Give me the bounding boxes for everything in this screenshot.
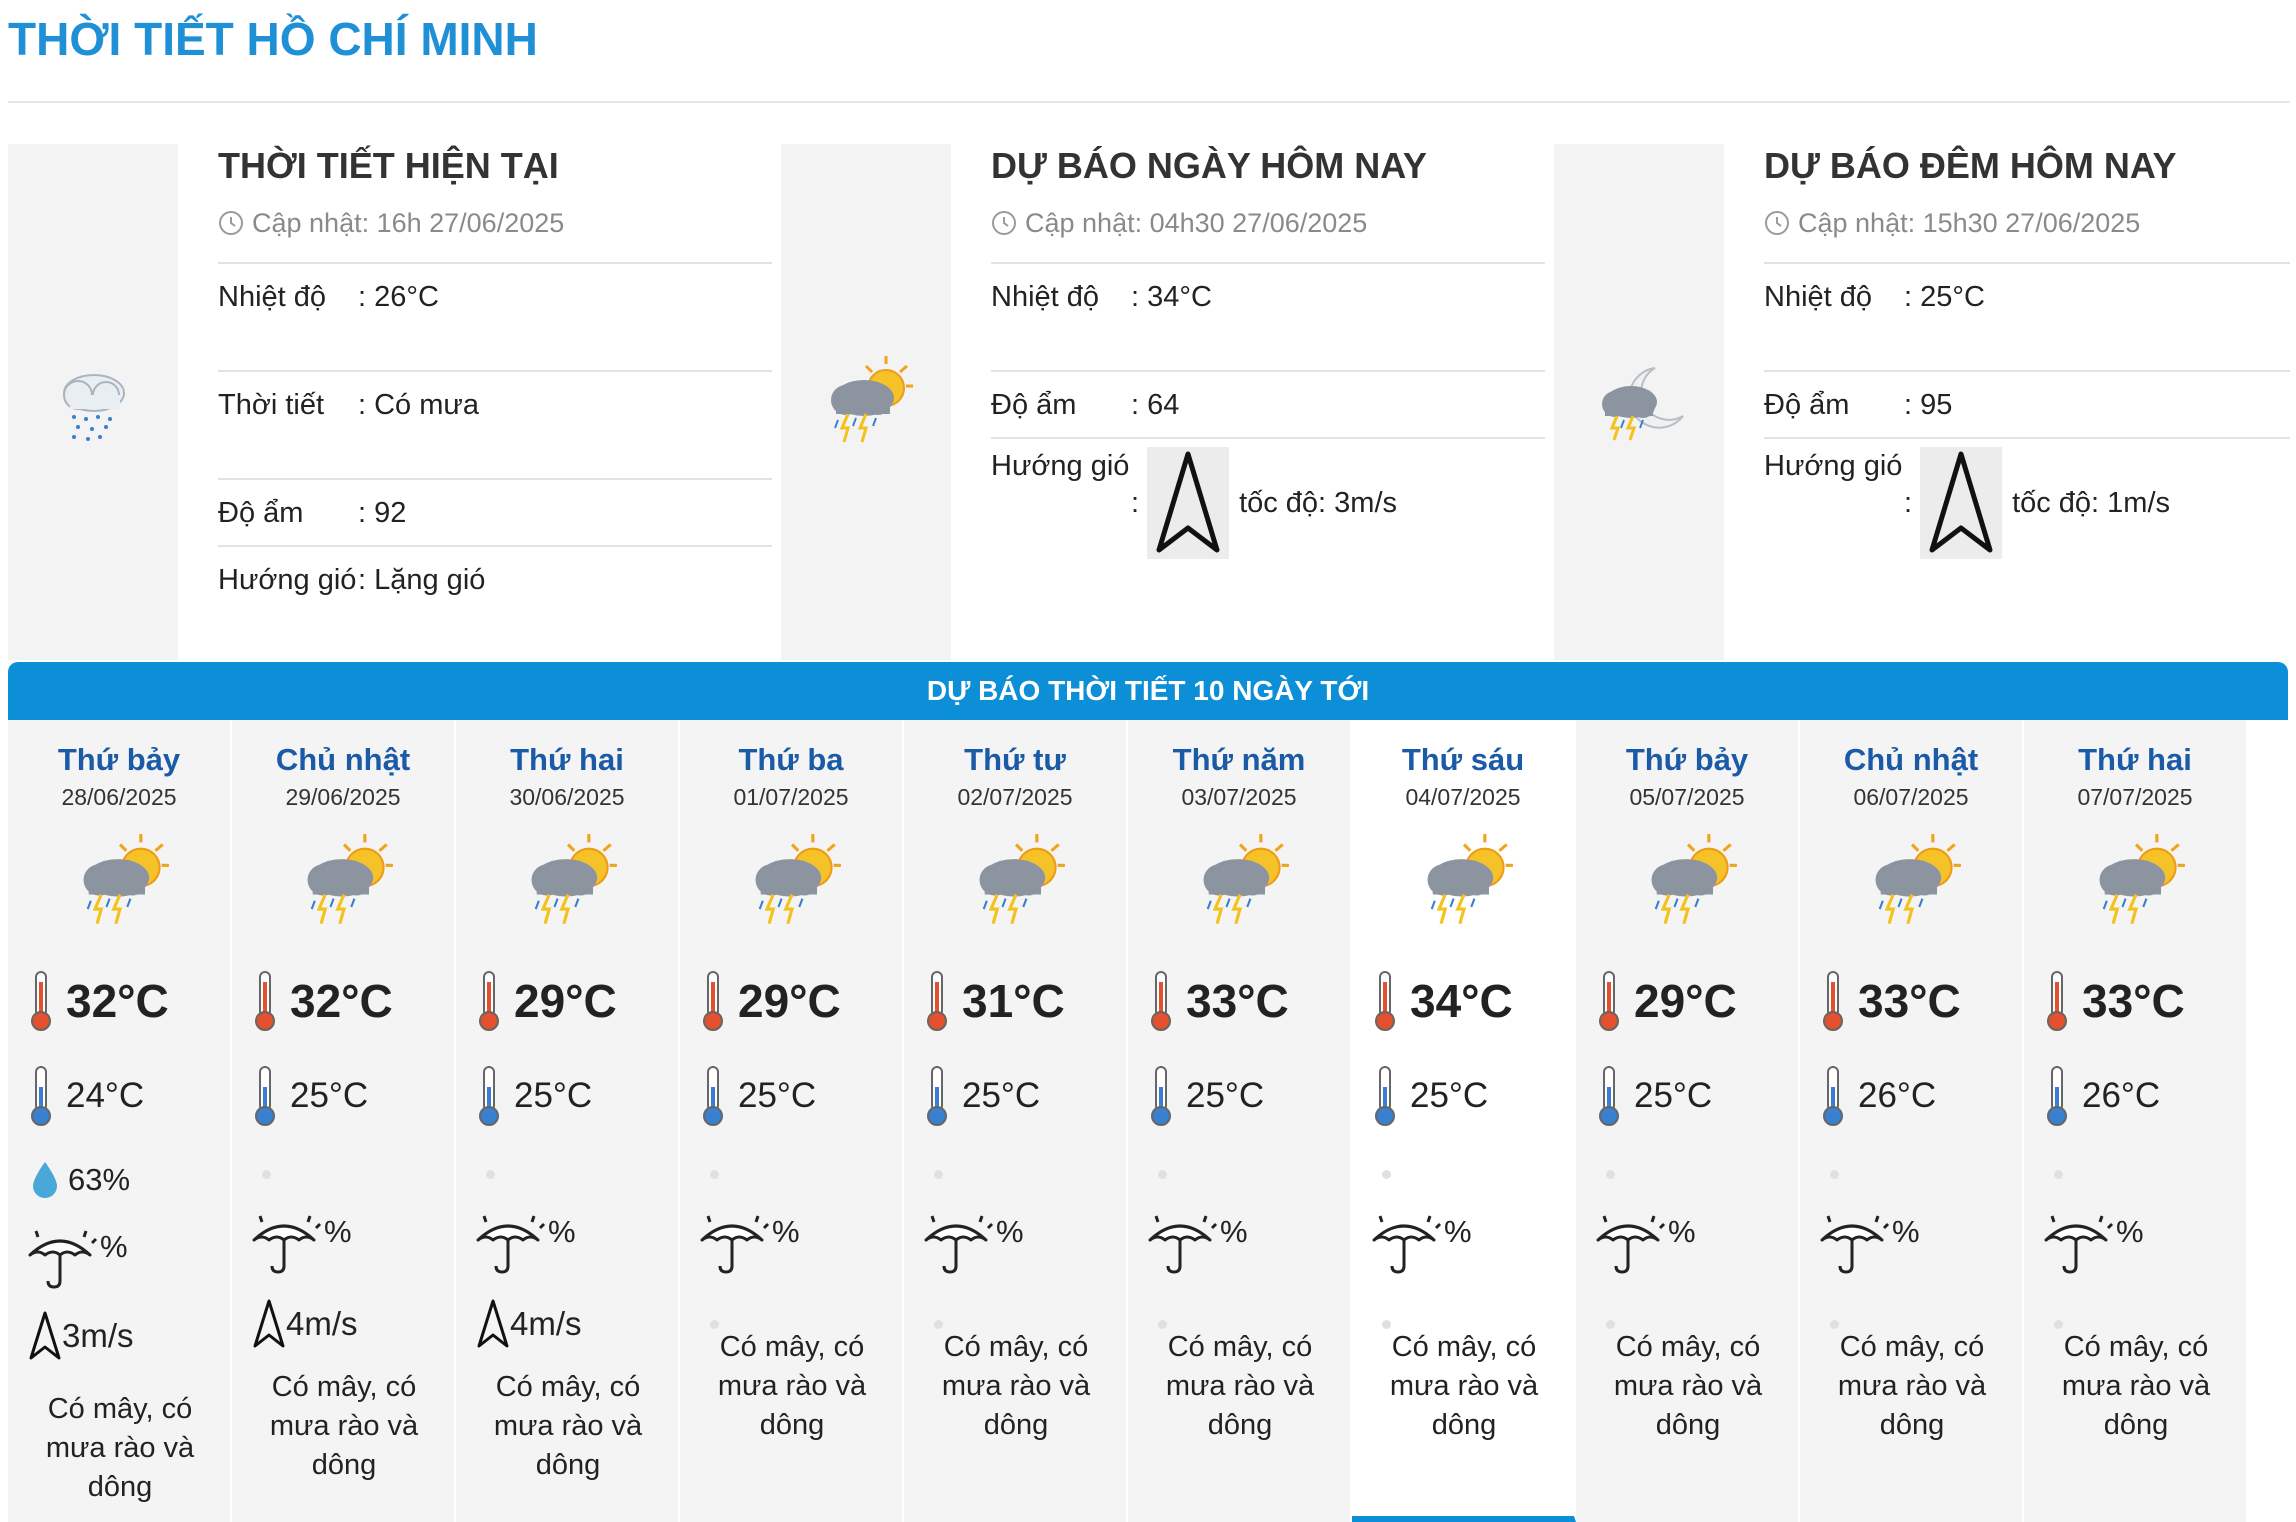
day-name: Chủ nhật (1843, 742, 1979, 777)
info-row (218, 547, 772, 612)
info-label: Hướng gió (1764, 450, 1903, 482)
panel-updated (991, 206, 1545, 240)
thermometer-cold-icon (30, 1065, 52, 1127)
humidity-placeholder-dot (934, 1170, 943, 1179)
min-temp-row (1822, 1065, 1936, 1127)
thermometer-hot-icon (1374, 970, 1396, 1032)
thermometer-cold-icon (1822, 1065, 1844, 1127)
info-value: : 92 (358, 497, 407, 529)
info-label: Độ ẩm (991, 389, 1077, 421)
thermometer-hot-icon (926, 970, 948, 1032)
info-value: : 95 (1904, 389, 1953, 421)
wind-row (991, 439, 1545, 567)
day-date: 03/07/2025 (1181, 784, 1297, 810)
day-description: Có mây, có mưa rào và dông (45, 1393, 195, 1503)
rain-chance: % (1444, 1214, 1472, 1249)
umbrella-icon (698, 1210, 772, 1276)
day-description: Có mây, có mưa rào và dông (1165, 1331, 1315, 1441)
wind-speed: tốc độ: 3m/s (1239, 486, 1398, 519)
day-name: Thứ ba (738, 742, 844, 777)
humidity-row (30, 1160, 130, 1200)
today-forecast-panel (781, 144, 1545, 660)
info-value: : 25°C (1904, 281, 1985, 313)
min-temp-row (926, 1065, 1040, 1127)
info-label: Hướng gió (991, 450, 1130, 482)
rain-chance: % (1668, 1214, 1696, 1249)
thermometer-hot-icon (30, 970, 52, 1032)
clock-icon (1764, 210, 1790, 236)
thunderstorm-sun-icon (518, 832, 618, 932)
wind-arrow-icon (476, 1298, 510, 1350)
min-temp-row (30, 1065, 144, 1127)
day-weather-icon (1862, 832, 1962, 937)
umbrella-icon (474, 1210, 548, 1276)
thermometer-cold-icon (1150, 1065, 1172, 1127)
day-name: Thứ hai (510, 742, 624, 777)
wind-arrow-icon (252, 1298, 286, 1350)
min-temp-row (702, 1065, 816, 1127)
wind-arrow-icon (1926, 450, 1996, 556)
max-temp-row (1374, 970, 1513, 1032)
humidity-placeholder-dot (486, 1170, 495, 1179)
day-weather-icon (1414, 832, 1514, 937)
day-name: Thứ năm (1172, 742, 1306, 777)
day-weather-icon (518, 832, 618, 937)
day-date: 05/07/2025 (1629, 784, 1745, 810)
rain-cloud-icon (48, 357, 138, 447)
wind-arrow-icon (28, 1310, 62, 1362)
umbrella-icon (1146, 1210, 1220, 1276)
rain-chance: % (2116, 1214, 2144, 1249)
wind-arrow-icon (1153, 450, 1223, 556)
clock-icon (991, 210, 1017, 236)
umbrella-icon (1594, 1210, 1668, 1276)
forecast-day-column (1352, 720, 1576, 1522)
forecast-day-column (2024, 720, 2248, 1522)
thermometer-cold-icon (478, 1065, 500, 1127)
wind-speed-row (252, 1298, 358, 1350)
day-description: Có mây, có mưa rào và dông (1837, 1331, 1987, 1441)
forecast-day-column (1128, 720, 1352, 1522)
tonight-forecast-panel (1554, 144, 2290, 660)
forecast-day-column (456, 720, 680, 1522)
day-weather-icon (294, 832, 394, 937)
thermometer-hot-icon (702, 970, 724, 1032)
min-temp-row (1150, 1065, 1264, 1127)
panel-heading: DỰ BÁO NGÀY HÔM NAY (991, 145, 1427, 186)
day-date: 28/06/2025 (61, 784, 177, 810)
thunderstorm-moon-icon (1591, 354, 1687, 450)
thunderstorm-sun-icon (966, 832, 1066, 932)
max-temp-row (254, 970, 393, 1032)
max-temp: 32°C (66, 975, 169, 1027)
day-date: 04/07/2025 (1405, 784, 1521, 810)
forecast-day-column (1576, 720, 1800, 1522)
rain-chance: % (772, 1214, 800, 1249)
thermometer-cold-icon (926, 1065, 948, 1127)
forecast-day-column (8, 720, 232, 1522)
humidity-placeholder-dot (1830, 1170, 1839, 1179)
umbrella-icon (250, 1210, 324, 1276)
day-date: 01/07/2025 (733, 784, 849, 810)
thermometer-cold-icon (2046, 1065, 2068, 1127)
rain-chance-row (250, 1210, 352, 1276)
day-description: Có mây, có mưa rào và dông (941, 1331, 1091, 1441)
min-temp-row (254, 1065, 368, 1127)
day-weather-icon (966, 832, 1066, 937)
info-label: Độ ẩm (218, 497, 304, 529)
panel-updated (218, 206, 772, 240)
min-temp-row (1598, 1065, 1712, 1127)
info-label: Hướng gió (218, 564, 357, 596)
wind-colon: : (1131, 486, 1140, 519)
rain-chance-row (2042, 1210, 2144, 1276)
max-temp-row (30, 970, 169, 1032)
max-temp: 33°C (1858, 975, 1961, 1027)
thunderstorm-sun-icon (1414, 832, 1514, 932)
thunderstorm-sun-icon (742, 832, 842, 932)
umbrella-icon (26, 1225, 100, 1291)
min-temp: 25°C (962, 1076, 1041, 1115)
panel-heading: DỰ BÁO ĐÊM HÔM NAY (1764, 145, 2177, 186)
water-drop-icon (30, 1160, 60, 1200)
day-name: Thứ hai (2078, 742, 2192, 777)
day-date: 29/06/2025 (285, 784, 401, 810)
min-temp: 26°C (1858, 1076, 1937, 1115)
day-description: Có mây, có mưa rào và dông (269, 1371, 419, 1481)
thermometer-cold-icon (1598, 1065, 1620, 1127)
tonight-forecast-icon-cell (1554, 144, 1724, 660)
day-weather-icon (1190, 832, 1290, 937)
min-temp: 26°C (2082, 1076, 2161, 1115)
rain-chance: % (100, 1229, 128, 1264)
min-temp: 24°C (66, 1076, 145, 1115)
max-temp: 33°C (1186, 975, 1289, 1027)
current-weather-panel (8, 144, 772, 660)
max-temp-row (1150, 970, 1289, 1032)
min-temp-row (1374, 1065, 1488, 1127)
day-description: Có mây, có mưa rào và dông (493, 1371, 643, 1481)
max-temp-row (926, 970, 1065, 1032)
forecast-10-day-list (8, 720, 2288, 1522)
thunderstorm-sun-icon (2086, 832, 2186, 932)
max-temp: 29°C (738, 975, 841, 1027)
thermometer-hot-icon (1150, 970, 1172, 1032)
page-title: THỜI TIẾT HỒ CHÍ MINH (8, 13, 538, 65)
rain-chance: % (324, 1214, 352, 1249)
max-temp-row (1598, 970, 1737, 1032)
day-name: Thứ bảy (1625, 742, 1749, 777)
humidity-value: 63% (68, 1162, 131, 1197)
panel-heading: THỜI TIẾT HIỆN TẠI (218, 145, 559, 186)
thermometer-hot-icon (1822, 970, 1844, 1032)
forecast-10-day-header: DỰ BÁO THỜI TIẾT 10 NGÀY TỚI (8, 662, 2288, 720)
max-temp: 29°C (514, 975, 617, 1027)
max-temp-row (702, 970, 841, 1032)
thermometer-hot-icon (1598, 970, 1620, 1032)
wind-row (1764, 439, 2290, 567)
panel-updated-text: Cập nhật: 04h30 27/06/2025 (1025, 208, 1368, 238)
day-date: 06/07/2025 (1853, 784, 1969, 810)
rain-chance-row (26, 1225, 128, 1291)
max-temp-row (1822, 970, 1961, 1032)
thunderstorm-sun-icon (1638, 832, 1738, 932)
day-date: 07/07/2025 (2077, 784, 2193, 810)
rain-chance-row (1594, 1210, 1696, 1276)
day-weather-icon (742, 832, 842, 937)
info-label: Thời tiết (218, 389, 325, 421)
wind-direction-box (1920, 447, 2002, 559)
day-date: 02/07/2025 (957, 784, 1073, 810)
wind-speed: 3m/s (62, 1317, 134, 1354)
rain-chance: % (996, 1214, 1024, 1249)
info-value: : 64 (1131, 389, 1180, 421)
min-temp: 25°C (738, 1076, 817, 1115)
umbrella-icon (2042, 1210, 2116, 1276)
panel-updated-text: Cập nhật: 16h 27/06/2025 (252, 208, 565, 238)
thermometer-cold-icon (702, 1065, 724, 1127)
min-temp: 25°C (290, 1076, 369, 1115)
max-temp-row (2046, 970, 2185, 1032)
max-temp: 29°C (1634, 975, 1737, 1027)
thermometer-hot-icon (254, 970, 276, 1032)
day-name: Thứ sáu (1401, 742, 1525, 777)
info-value: : 34°C (1131, 281, 1212, 313)
forecast-day-column (232, 720, 456, 1522)
info-label: Nhiệt độ (218, 281, 327, 313)
info-value: : Lặng gió (358, 564, 486, 596)
thermometer-hot-icon (478, 970, 500, 1032)
rain-chance: % (1220, 1214, 1248, 1249)
day-description: Có mây, có mưa rào và dông (1613, 1331, 1763, 1441)
forecast-day-column (1800, 720, 2024, 1522)
day-name: Thứ tư (964, 742, 1066, 777)
min-temp-row (2046, 1065, 2160, 1127)
day-name: Thứ bảy (57, 742, 181, 777)
current-weather-icon-cell (8, 144, 178, 660)
forecast-day-column (904, 720, 1128, 1522)
info-row (991, 264, 1545, 372)
day-description: Có mây, có mưa rào và dông (2061, 1331, 2211, 1441)
max-temp: 33°C (2082, 975, 2185, 1027)
thunderstorm-sun-icon (294, 832, 394, 932)
info-row (991, 372, 1545, 439)
wind-direction-box (1147, 447, 1229, 559)
humidity-placeholder-dot (262, 1170, 271, 1179)
wind-speed: 4m/s (286, 1305, 358, 1342)
min-temp: 25°C (1186, 1076, 1265, 1115)
day-description: Có mây, có mưa rào và dông (717, 1331, 867, 1441)
max-temp: 31°C (962, 975, 1065, 1027)
day-weather-icon (2086, 832, 2186, 937)
umbrella-icon (1818, 1210, 1892, 1276)
info-row (218, 264, 772, 372)
day-weather-icon (70, 832, 170, 937)
day-date: 30/06/2025 (509, 784, 625, 810)
info-row (1764, 264, 2290, 372)
day-name: Chủ nhật (275, 742, 411, 777)
umbrella-icon (1370, 1210, 1444, 1276)
min-temp: 25°C (514, 1076, 593, 1115)
rain-chance: % (1892, 1214, 1920, 1249)
humidity-placeholder-dot (1606, 1170, 1615, 1179)
rain-chance: % (548, 1214, 576, 1249)
min-temp: 25°C (1634, 1076, 1713, 1115)
wind-colon: : (1904, 486, 1913, 519)
thunderstorm-sun-icon (70, 832, 170, 932)
today-forecast-icon-cell (781, 144, 951, 660)
thunderstorm-sun-icon (818, 354, 914, 450)
thermometer-cold-icon (254, 1065, 276, 1127)
info-label: Nhiệt độ (991, 281, 1100, 313)
panel-updated-text: Cập nhật: 15h30 27/06/2025 (1798, 208, 2141, 238)
info-value: : 26°C (358, 281, 439, 313)
max-temp: 34°C (1410, 975, 1513, 1027)
max-temp-row (478, 970, 617, 1032)
rain-chance-row (1818, 1210, 1920, 1276)
forecast-day-column (680, 720, 904, 1522)
thermometer-cold-icon (1374, 1065, 1396, 1127)
rain-chance-row (922, 1210, 1024, 1276)
info-value: : Có mưa (358, 389, 479, 421)
info-row (1764, 372, 2290, 439)
title-divider (8, 101, 2290, 103)
thunderstorm-sun-icon (1862, 832, 1962, 932)
day-weather-icon (1638, 832, 1738, 937)
rain-chance-row (1146, 1210, 1248, 1276)
info-row (218, 480, 772, 547)
wind-speed-row (28, 1310, 134, 1362)
max-temp: 32°C (290, 975, 393, 1027)
rain-chance-row (474, 1210, 576, 1276)
info-row (218, 372, 772, 480)
thunderstorm-sun-icon (1190, 832, 1290, 932)
day-description: Có mây, có mưa rào và dông (1389, 1331, 1539, 1441)
wind-speed-row (476, 1298, 582, 1350)
humidity-placeholder-dot (1158, 1170, 1167, 1179)
wind-speed: 4m/s (510, 1305, 582, 1342)
rain-chance-row (1370, 1210, 1472, 1276)
info-label: Nhiệt độ (1764, 281, 1873, 313)
wind-speed: tốc độ: 1m/s (2012, 486, 2171, 519)
info-label: Độ ẩm (1764, 389, 1850, 421)
min-temp-row (478, 1065, 592, 1127)
min-temp: 25°C (1410, 1076, 1489, 1115)
umbrella-icon (922, 1210, 996, 1276)
humidity-placeholder-dot (1382, 1170, 1391, 1179)
humidity-placeholder-dot (710, 1170, 719, 1179)
clock-icon (218, 210, 244, 236)
thermometer-hot-icon (2046, 970, 2068, 1032)
panel-updated (1764, 206, 2290, 240)
humidity-placeholder-dot (2054, 1170, 2063, 1179)
rain-chance-row (698, 1210, 800, 1276)
